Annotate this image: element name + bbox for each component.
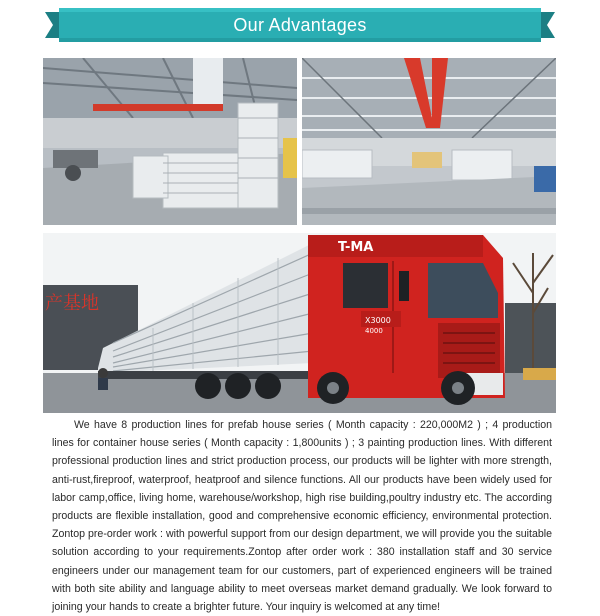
delivery-truck-photo (43, 233, 556, 413)
section-header-ribbon (45, 8, 555, 42)
page-title: Our Advantages (233, 15, 367, 35)
advantages-description: We have 8 production lines for prefab house series ( Month capacity : 220,000M2 ) ; 4 production lines for container house series ( Month capacity : 1,800units ) ; 3 painting production lines. With different professional production lines and strict production process, our products will be lighter with more strength, anti-rust,fireproof, waterproof, heatproof and silence functions. All our products have been widely used for labor camp,office, living home, warehouse/workshop, high rise building,poultry industry etc. The according products are flexible installation, good and comprehensive economic efficiency, environmental protection. Zontop pre-order work : with powerful support from our design department, we will provide you the suitable solution according to your requirements.Zontop after order work : 380 installation staff and 30 service engineers under our management team for our customers, part of experienced engineers will be trained with both site ability and language ability to meet overseas market demand gradually. We look forward to joining your hands to create a brighter future. Your inquiry is welcomed at any time! (52, 419, 552, 614)
factory-workshop-photo-left (43, 58, 297, 225)
cab-brand-text: T-MA (338, 240, 374, 255)
factory-workshop-photo-right (302, 58, 556, 225)
building-sign: 产基地 (45, 293, 99, 314)
cab-submodel-text: 4000 (365, 327, 383, 335)
cab-model-text: X3000 (365, 316, 391, 325)
